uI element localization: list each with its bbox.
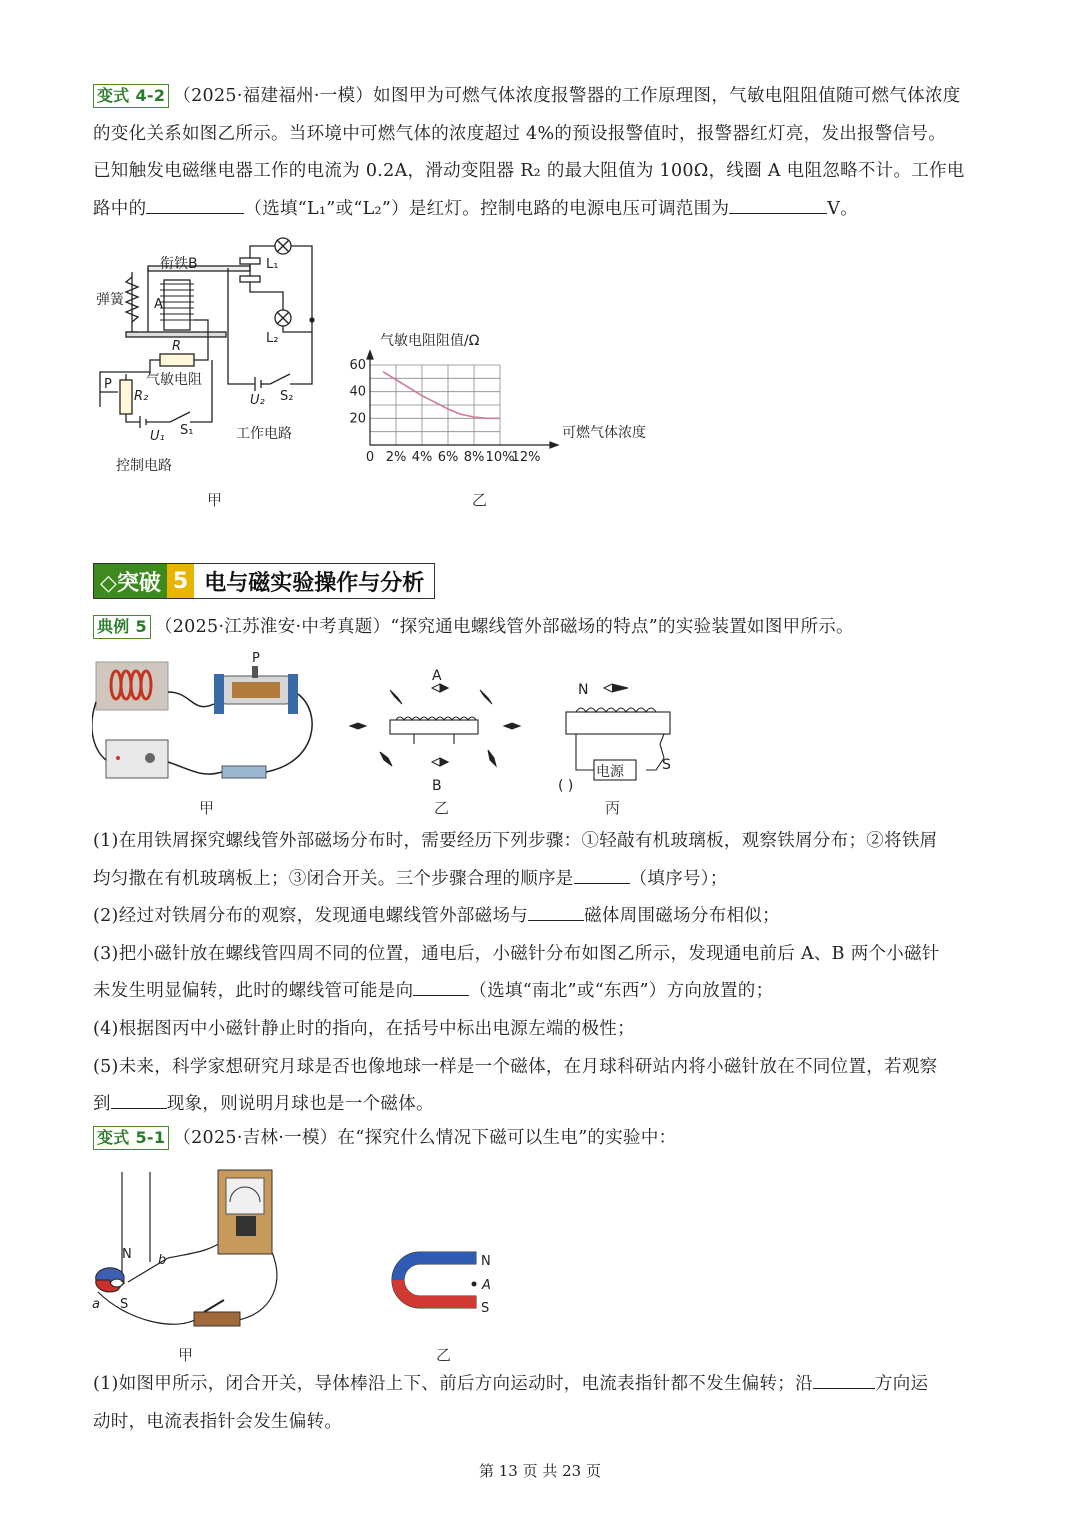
- ex5-tag: 典例 5: [93, 615, 151, 639]
- q42-line1: 变式 4-2 （2025·福建福州·一模）如图甲为可燃气体浓度报警器的工作原理图，气敏电阻阻值随可燃气体浓度: [93, 78, 988, 116]
- label-armature: 衔铁B: [160, 256, 198, 272]
- chart-y-arrow: [367, 351, 373, 359]
- ex5-q5-line1: (5)未来，科学家想研究月球是否也像地球一样是一个磁体，在月球科研站内将小磁针放在不同位置，若观察: [93, 1056, 938, 1077]
- magnet-label-N: N: [481, 1254, 491, 1269]
- ex5-q3-line1: (3)把小磁针放在螺线管四周不同的位置，通电后，小磁针分布如图乙所示，发现通电前后 A、B 两个小磁针: [93, 943, 940, 964]
- label-L1: L₁: [266, 257, 279, 272]
- ex5-questions: [93, 823, 988, 1124]
- q51-question: [93, 1366, 988, 1441]
- label-S2: S₂: [280, 389, 294, 404]
- answer-blank[interactable]: [111, 1086, 167, 1109]
- label-L2: L₂: [266, 331, 279, 346]
- label-U2: U₂: [250, 393, 265, 408]
- label-P: P: [104, 377, 112, 392]
- chart-x-tick-label: 10%: [485, 450, 515, 465]
- chart-axes-line: [370, 353, 556, 445]
- magnet-label-S: S: [481, 1301, 490, 1316]
- ex5-q5-line2: 到 现象，则说明月球也是一个磁体。: [93, 1086, 988, 1124]
- label-work-circuit: 工作电路: [236, 426, 292, 442]
- page-footer: 第 13 页 共 23 页: [478, 1462, 601, 1480]
- chart-x-tick-label: 12%: [511, 450, 541, 465]
- compass-solenoid-diagram: [344, 662, 524, 792]
- photo-label-P: P: [252, 652, 260, 666]
- chart-xlabel: 可燃气体浓度: [562, 425, 646, 441]
- section-header: [93, 563, 435, 599]
- label-control-circuit: 控制电路: [116, 458, 172, 474]
- compass-label-B: B: [432, 778, 442, 792]
- chart-ylabel: 气敏电阻阻值/Ω: [380, 333, 480, 349]
- q42-line2: 的变化关系如图乙所示。当环境中可燃气体的浓度超过 4%的预设报警值时，报警器红灯亮，发出报警信号。: [93, 123, 947, 144]
- photo-label-S: S: [120, 1297, 129, 1312]
- q42-tag: 变式 4-2: [93, 84, 169, 108]
- chart-x-tick-label: 8%: [463, 450, 485, 465]
- answer-blank[interactable]: [528, 898, 584, 921]
- caption-ex5-yi: 乙: [434, 799, 450, 817]
- paren-blank[interactable]: ( ): [558, 778, 574, 794]
- section-title: 电与磁实验操作与分析: [194, 563, 435, 599]
- photo-label-b: b: [158, 1253, 167, 1268]
- label-R: R: [172, 339, 182, 354]
- solenoid-power-diagram: [552, 674, 682, 794]
- label-gas-resistor: 气敏电阻: [146, 372, 202, 388]
- chart-y-tick-label: 20: [349, 411, 366, 427]
- caption-ex5-bing: 丙: [605, 799, 621, 817]
- q51-q1-line1: (1)如图甲所示，闭合开关，导体棒沿上下、前后方向运动时，电流表指针都不发生偏转；沿 方向运: [93, 1366, 988, 1404]
- answer-blank[interactable]: [729, 191, 827, 214]
- q42-line3: 已知触发电磁继电器工作的电流为 0.2A，滑动变阻器 R₂ 的最大阻值为 100Ω，线圈 A 电阻忽略不计。工作电: [93, 161, 965, 181]
- section-number: 5: [167, 563, 194, 599]
- caption-jia: 甲: [207, 491, 223, 509]
- chart-x-tick-label: 4%: [411, 450, 433, 465]
- chart-x-tick-label: 2%: [385, 450, 407, 465]
- ex5-q2: (2)经过对铁屑分布的观察，发现通电螺线管外部磁场与 磁体周围磁场分布相似；: [93, 898, 988, 936]
- label-U1: U₁: [150, 429, 165, 444]
- caption-yi: 乙: [472, 491, 488, 509]
- answer-blank[interactable]: [413, 973, 469, 996]
- compass-label-A: A: [432, 668, 442, 684]
- section-prefix: ◇突破: [93, 563, 167, 599]
- photo-label-a: a: [92, 1297, 100, 1312]
- power-label: 电源: [596, 764, 624, 780]
- caption-q51-jia: 甲: [178, 1346, 194, 1364]
- chart-y-tick-label: 40: [349, 384, 366, 400]
- q42-line4: 路中的 （选填“L₁”或“L₂”）是红灯。控制电路的电源电压可调范围为 V。: [93, 191, 988, 229]
- label-spring: 弹簧: [96, 292, 124, 308]
- chart-y-tick-label: 60: [349, 358, 366, 373]
- label-coil-A: A: [154, 297, 163, 312]
- photo-label-N: N: [122, 1247, 132, 1262]
- solenoid-apparatus-photo: [92, 652, 324, 792]
- caption-q51-yi: 乙: [436, 1346, 452, 1364]
- answer-blank[interactable]: [146, 191, 244, 214]
- caption-ex5-jia: 甲: [199, 799, 215, 817]
- q51-tag: 变式 5-1: [93, 1126, 169, 1150]
- q51-q1-line2: 动时，电流表指针会发生偏转。: [93, 1411, 343, 1432]
- chart-x-arrow: [550, 442, 558, 448]
- answer-blank[interactable]: [813, 1366, 875, 1389]
- answer-blank[interactable]: [574, 861, 630, 884]
- label-S1: S₁: [180, 423, 194, 438]
- ex5-q1-line2: 均匀撒在有机玻璃板上；③闭合开关。三个步骤合理的顺序是 （填序号）；: [93, 861, 988, 899]
- magnet-label-A: A: [482, 1278, 491, 1293]
- ex5-intro: 典例 5 （2025·江苏淮安·中考真题）“探究通电螺线管外部磁场的特点”的实验装置如图甲所示。: [93, 609, 988, 647]
- q51-intro: 变式 5-1 （2025·吉林·一模）在“探究什么情况下磁可以生电”的实验中：: [93, 1120, 988, 1158]
- solenoid-label-N: N: [578, 682, 589, 698]
- ex5-q4: (4)根据图丙中小磁针静止时的指向，在括号中标出电源左端的极性；: [93, 1018, 635, 1039]
- chart-x-tick-label: 6%: [437, 450, 459, 465]
- ex5-q3-line2: 未发生明显偏转，此时的螺线管可能是向 （选填“南北”或“东西”）方向放置的；: [93, 973, 988, 1011]
- u-magnet-diagram: [388, 1248, 498, 1318]
- label-R2: R₂: [134, 389, 149, 404]
- ex5-q1-line1: (1)在用铁屑探究螺线管外部磁场分布时，需要经历下列步骤：①轻敲有机玻璃板，观察铁屑分布；②将铁屑: [93, 831, 938, 851]
- q42-paragraph: [93, 78, 988, 228]
- induction-apparatus-photo: [88, 1162, 318, 1342]
- chart-x-tick-label: 0: [365, 450, 375, 465]
- gas-resistance-chart: [340, 325, 670, 470]
- switch-label-S: S: [662, 757, 671, 773]
- relay-circuit-diagram: [90, 232, 330, 482]
